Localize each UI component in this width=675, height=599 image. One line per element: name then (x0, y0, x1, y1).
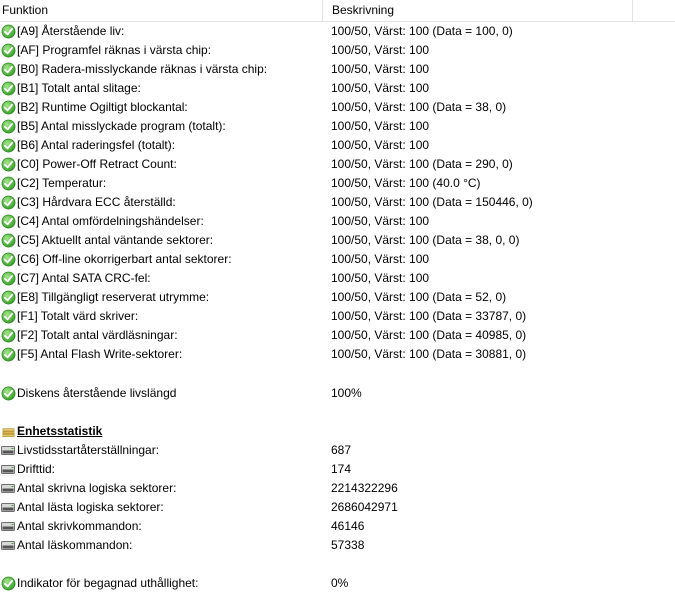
row-label: [C6] Off-line okorrigerbart antal sektorer: (17, 252, 232, 266)
row-label: [B6] Antal raderingsfel (totalt): (17, 138, 176, 152)
smart-attribute-row[interactable] (0, 345, 675, 364)
row-label: Drifttid: (17, 462, 56, 476)
ok-check-icon (1, 214, 16, 229)
drive-icon (1, 484, 15, 493)
smart-attribute-row[interactable] (0, 22, 675, 41)
row-label: Indikator för begagnad uthållighet: (17, 576, 199, 590)
row-value: 2686042971 (331, 500, 398, 514)
row-label: Antal lästa logiska sektorer: (17, 500, 164, 514)
device-stat-row[interactable] (0, 441, 675, 460)
row-value: 100/50, Värst: 100 (Data = 30881, 0) (331, 347, 527, 361)
row-value: 100/50, Värst: 100 (331, 138, 430, 152)
row-value: 100/50, Värst: 100 (331, 43, 430, 57)
smart-attribute-row[interactable] (0, 212, 675, 231)
row-value: 57338 (331, 538, 365, 552)
row-label: [B5] Antal misslyckade program (totalt): (17, 119, 226, 133)
row-label: Enhetsstatistik (17, 424, 103, 438)
smart-attribute-row[interactable] (0, 269, 675, 288)
smart-attribute-row[interactable] (0, 41, 675, 60)
row-label: [C0] Power-Off Retract Count: (17, 157, 177, 171)
smart-attribute-row[interactable] (0, 155, 675, 174)
drive-icon (1, 522, 15, 531)
row-value: 100/50, Värst: 100 (Data = 40985, 0) (331, 328, 527, 342)
device-stat-row[interactable] (0, 498, 675, 517)
ok-check-icon (1, 81, 16, 96)
row-value: 174 (331, 462, 352, 476)
row-label: [C7] Antal SATA CRC-fel: (17, 271, 151, 285)
row-label: Diskens återstående livslängd (17, 386, 177, 400)
row-value: 100/50, Värst: 100 (Data = 100, 0) (331, 24, 513, 38)
ok-check-icon (1, 576, 16, 591)
ok-check-icon (1, 176, 16, 191)
row-value: 46146 (331, 519, 365, 533)
ok-check-icon (1, 386, 16, 401)
row-label: [E8] Tillgängligt reserverat utrymme: (17, 290, 210, 304)
ok-check-icon (1, 43, 16, 58)
row-value: 100/50, Värst: 100 (Data = 290, 0) (331, 157, 513, 171)
row-label: [C2] Temperatur: (17, 176, 107, 190)
row-value: 100/50, Värst: 100 (Data = 33787, 0) (331, 309, 527, 323)
row-value: 100/50, Värst: 100 (331, 214, 430, 228)
row-value: 100/50, Värst: 100 (Data = 52, 0) (331, 290, 507, 304)
smart-attribute-row[interactable] (0, 60, 675, 79)
row-label: Antal läskommandon: (17, 538, 133, 552)
column-header-description[interactable]: Beskrivning (332, 0, 633, 21)
ok-check-icon (1, 138, 16, 153)
ok-check-icon (1, 24, 16, 39)
smart-attribute-row[interactable] (0, 117, 675, 136)
row-label: [A9] Återstående liv: (17, 24, 125, 38)
ok-check-icon (1, 157, 16, 172)
endurance-indicator-row[interactable] (0, 574, 675, 593)
smart-attribute-row[interactable] (0, 193, 675, 212)
smart-attribute-row[interactable] (0, 98, 675, 117)
row-label: [C3] Hårdvara ECC återställd: (17, 195, 176, 209)
list-header (0, 0, 675, 22)
ok-check-icon (1, 233, 16, 248)
smart-attribute-row[interactable] (0, 326, 675, 345)
row-label: [F1] Totalt värd skriver: (17, 309, 139, 323)
ok-check-icon (1, 195, 16, 210)
ok-check-icon (1, 328, 16, 343)
row-value: 100% (331, 386, 362, 400)
row-value: 100/50, Värst: 100 (40.0 °C) (331, 176, 481, 190)
row-value: 100/50, Värst: 100 (331, 62, 430, 76)
drive-icon (1, 541, 15, 550)
smart-attribute-row[interactable] (0, 174, 675, 193)
drive-icon (1, 465, 15, 474)
row-label: [B2] Runtime Ogiltigt blockantal: (17, 100, 188, 114)
row-label: [AF] Programfel räknas i värsta chip: (17, 43, 212, 57)
drive-icon (1, 503, 15, 512)
row-value: 0% (331, 576, 349, 590)
ok-check-icon (1, 62, 16, 77)
ok-check-icon (1, 290, 16, 305)
smart-attribute-row[interactable] (0, 250, 675, 269)
row-value: 100/50, Värst: 100 (Data = 38, 0) (331, 100, 507, 114)
row-label: [F2] Totalt antal värdläsningar: (17, 328, 178, 342)
row-label: [B1] Totalt antal slitage: (17, 81, 141, 95)
ok-check-icon (1, 347, 16, 362)
row-label: Livstidsstartåterställningar: (17, 443, 160, 457)
row-label: [C5] Aktuellt antal väntande sektorer: (17, 233, 214, 247)
row-label: [B0] Radera-misslyckande räknas i värsta chip: (17, 62, 268, 76)
ok-check-icon (1, 119, 16, 134)
smart-attribute-row[interactable] (0, 307, 675, 326)
row-value: 100/50, Värst: 100 (331, 252, 430, 266)
row-label: Antal skrivna logiska sektorer: (17, 481, 177, 495)
drive-icon (1, 446, 15, 455)
device-stat-row[interactable] (0, 536, 675, 555)
smart-attribute-row[interactable] (0, 231, 675, 250)
smart-attribute-row[interactable] (0, 79, 675, 98)
row-value: 100/50, Värst: 100 (Data = 150446, 0) (331, 195, 533, 209)
ok-check-icon (1, 100, 16, 115)
smart-attribute-row[interactable] (0, 136, 675, 155)
device-stat-row[interactable] (0, 460, 675, 479)
statistics-section-icon (1, 424, 16, 439)
smart-attribute-row[interactable] (0, 288, 675, 307)
row-label: Antal skrivkommandon: (17, 519, 142, 533)
remaining-life-row[interactable] (0, 384, 675, 403)
column-header-function[interactable]: Funktion (2, 0, 323, 21)
row-value: 2214322296 (331, 481, 398, 495)
row-value: 100/50, Värst: 100 (331, 81, 430, 95)
row-label: [F5] Antal Flash Write-sektorer: (17, 347, 183, 361)
ok-check-icon (1, 252, 16, 267)
device-stat-row[interactable] (0, 517, 675, 536)
row-label: [C4] Antal omfördelningshändelser: (17, 214, 204, 228)
row-value: 687 (331, 443, 352, 457)
row-value: 100/50, Värst: 100 (331, 271, 430, 285)
row-value: 100/50, Värst: 100 (Data = 38, 0, 0) (331, 233, 520, 247)
ok-check-icon (1, 271, 16, 286)
device-stats-header[interactable] (0, 422, 675, 441)
device-stat-row[interactable] (0, 479, 675, 498)
row-value: 100/50, Värst: 100 (331, 119, 430, 133)
ok-check-icon (1, 309, 16, 324)
